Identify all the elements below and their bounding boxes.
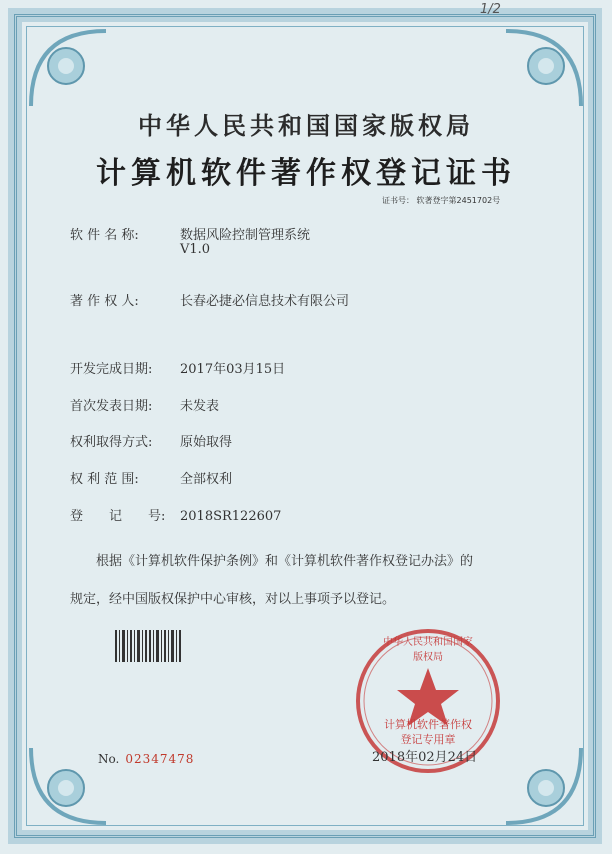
serial-number-row (98, 752, 194, 766)
scope-label: 权 利 范 围: (70, 472, 139, 487)
statement-line-1: 根据《计算机软件保护条例》和《计算机软件著作权登记办法》的 (96, 554, 474, 569)
completion-row (70, 358, 285, 377)
seal-line-1: 计算机软件著作权 (384, 718, 472, 731)
completion-label: 开发完成日期: (70, 362, 153, 377)
publish-status: 未发表 (180, 399, 220, 414)
seal-ring-text: 中华人民共和国国家版权局 (383, 637, 473, 663)
seal-line-2: 登记专用章 (400, 733, 456, 746)
issue-date: 2018年02月24日 (372, 750, 478, 765)
acquire-row (70, 431, 232, 450)
version: V1.0 (180, 242, 211, 257)
certificate-number: 证书号： 软著登字第2451702号 (382, 196, 501, 205)
software-name: 数据风险控制管理系统 (180, 228, 311, 243)
serial-label: No. (98, 752, 120, 766)
software-name-label: 软 件 名 称: (70, 228, 139, 243)
issuing-authority: 中华人民共和国国家版权局 (138, 111, 474, 140)
completion-date: 2017年03月15日 (180, 362, 286, 377)
owner-label: 著 作 权 人: (70, 294, 139, 309)
scope-row (70, 468, 232, 487)
registration-row (70, 505, 281, 524)
acquire-label: 权利取得方式: (70, 435, 153, 450)
software-name-row (70, 224, 310, 243)
barcode (113, 628, 183, 664)
acquire-method: 原始取得 (180, 435, 233, 450)
owner: 长春必捷必信息技术有限公司 (180, 294, 350, 309)
certificate-title: 计算机软件著作权登记证书 (96, 156, 516, 191)
publish-row (70, 395, 219, 414)
serial-number: 02347478 (125, 752, 195, 766)
corner-ornament-bottom-right (496, 738, 586, 828)
statement-line-2: 规定，经中国版权保护中心审核，对以上事项予以登记。 (70, 592, 396, 607)
registration-label: 登 记 号: (70, 509, 166, 524)
registration-number: 2018SR122607 (180, 509, 282, 524)
publish-label: 首次发表日期: (70, 399, 153, 414)
corner-ornament-top-right (496, 26, 586, 116)
owner-row (70, 290, 349, 309)
corner-ornament-top-left (26, 26, 116, 116)
scope: 全部权利 (180, 472, 233, 487)
handwritten-mark: 1/2 (480, 2, 501, 17)
